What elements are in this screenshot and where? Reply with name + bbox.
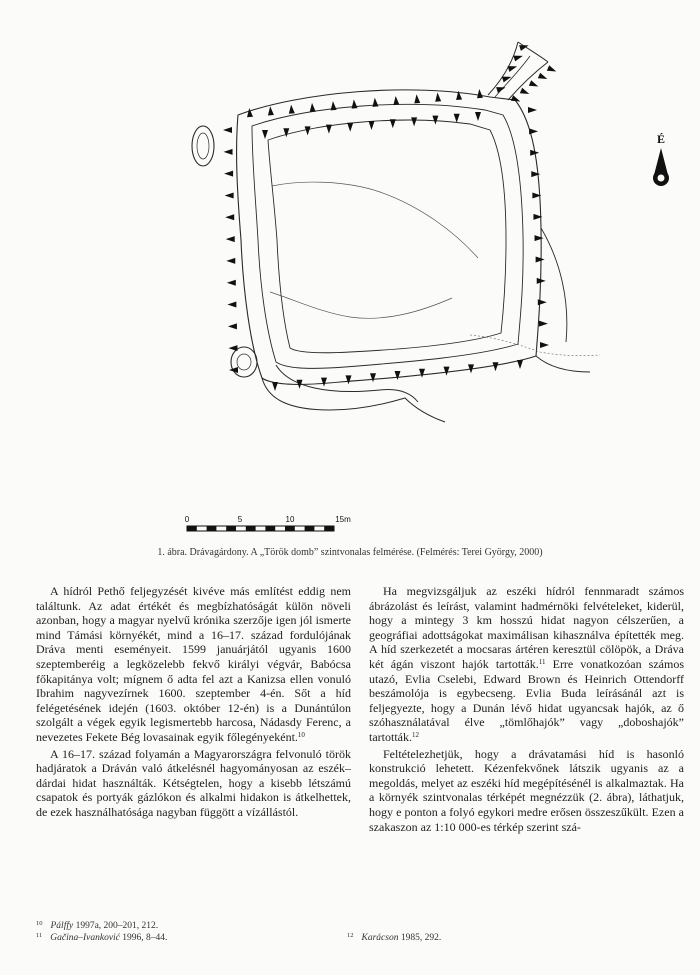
north-label: É — [656, 132, 666, 146]
scale-blocks — [187, 526, 334, 531]
hachure-mark — [272, 382, 278, 391]
figure-caption: 1. ábra. Drávagárdony. A „Török domb” szintvonalas felmérése. (Felmérés: Terei György, 2000) — [157, 547, 543, 558]
footnote-author: Pálffy — [50, 921, 74, 931]
contour-3 — [268, 120, 506, 353]
hachure-mark — [511, 95, 520, 101]
hachure-mark — [393, 96, 399, 105]
north-arrow-dot — [658, 175, 665, 182]
paragraph-text: A hídról Pethő feljegyzését kivéve más említést eddig nem találtunk. Az adat értékét és megbízhatóságát külön növeli azonban, hogy a magyar nyelvű krónika szerzője igen jól ismerte mind Támási környékét, mind a 16–17. század fordulójának Dráva menti eseményeit. 1599 januárjától ugyanis 1600 szeptemberéig a legközelebb fekvő királyi végvár, Babócsa főkapitánya volt; mígnem ő adta fel azt a Kanizsa ellen vonuló Ibrahim nagyvezírnek 1600. szeptember 4-én. Sőt a híd felégetésének idején (1603. október 12-én) is a Dunántúlon szolgált a végek egyik legismertebb harcosa, Nádasdy Ferenc, a nevezetes Fekete Bég lovasainak egyik főlegényeként. — [36, 584, 351, 744]
oval-north-west — [192, 126, 214, 166]
hachure-mark — [321, 378, 327, 387]
footnote-citation: 1997a, 200–201, 212. — [73, 921, 159, 931]
hachure-mark — [395, 371, 401, 380]
hachure-mark — [454, 114, 460, 123]
hachure-mark — [537, 278, 546, 284]
hachure-mark — [223, 127, 232, 133]
hachure-mark — [310, 103, 316, 112]
body-paragraph — [369, 584, 684, 745]
hachure-mark — [226, 236, 235, 242]
hachure-mark — [535, 235, 544, 241]
hachure-mark — [268, 106, 274, 115]
hachure-mark — [538, 73, 547, 79]
footnote-11 — [36, 930, 167, 944]
hachure-mark — [536, 257, 545, 263]
hachure-mark — [352, 99, 358, 108]
scale-label-15: 15m — [335, 515, 351, 524]
interior-line-2 — [270, 292, 452, 318]
hachure-mark — [517, 360, 523, 369]
hachure-mark — [228, 323, 237, 329]
scale-label-0: 0 — [184, 515, 190, 524]
body-paragraph — [36, 584, 351, 745]
hachure-mark — [289, 105, 295, 114]
hachure-mark — [547, 65, 556, 71]
body-paragraph — [36, 747, 351, 820]
hachure-mark — [538, 299, 547, 305]
paragraph-text: Erre vonatkozóan számos utazó, Evlia Cselebi, Edward Brown és Heinrich Ottendorff beszámolója is egybecseng. Evlia Buda leírásánál azt is feljegyezte, hogy a Dunán lévő hidat ugyancsak hajók, az ő szóhasználatával élve „tömlőhajók” vagy „doboshajók” tartották. — [369, 656, 684, 744]
footnote-author: Karácson — [361, 933, 399, 943]
hachure-mark — [225, 214, 234, 220]
road-trace — [470, 335, 600, 356]
hachure-mark — [227, 302, 236, 308]
contour-2 — [252, 104, 523, 368]
oval-south-west-inner — [237, 354, 251, 370]
footnote-ref: 12 — [411, 730, 419, 739]
hachure-mark — [228, 345, 237, 351]
scale-block — [226, 526, 236, 531]
hachure-mark — [539, 321, 548, 327]
hachure-mark — [331, 101, 337, 110]
scale-block — [246, 526, 256, 531]
scale-block — [187, 526, 197, 531]
hachure-mark — [528, 107, 537, 113]
hachure-mark — [369, 121, 375, 130]
hachure-mark — [262, 130, 268, 139]
paragraph-text: Feltételezhetjük, hogy a drávatamási híd is hasonló konstrukció lehetett. Kézenfekvőnek látszik ugyanis az a megoldás, melyet az eszéki híd megépítésénél is alkalmaztak. Ha a környék szintvonalas térképét megnézzük (2. ábra), láthatjuk, hogy e ponton a folyó egykori medre erősen összeszűkült. Ezen a szakaszon az 1:10 000-es térkép szerint szá- — [369, 746, 684, 834]
scale-block — [285, 526, 295, 531]
scale-label-5: 5 — [237, 515, 243, 524]
contour-east-outer — [536, 228, 590, 372]
interior-line-1 — [272, 182, 478, 258]
hachure-mark — [540, 342, 549, 348]
hachure-mark — [225, 192, 234, 198]
footnote-number: 11 — [36, 932, 43, 939]
hachure-mark — [305, 126, 311, 135]
hachure-mark — [435, 92, 441, 101]
hachure-mark — [513, 56, 522, 62]
text-column-right — [369, 584, 684, 834]
hachure-mark — [229, 367, 238, 373]
hachure-mark — [372, 98, 378, 107]
footnote-12 — [347, 930, 441, 944]
scale-label-10: 10 — [285, 515, 295, 524]
hachure-mark — [247, 108, 253, 117]
oval-north-west-inner — [197, 133, 209, 159]
hachure-mark — [475, 112, 481, 121]
hachure-mark — [411, 117, 417, 126]
scale-block — [324, 526, 334, 531]
scale-bar — [185, 515, 351, 531]
hachure-mark — [227, 280, 236, 286]
hachure-mark — [508, 66, 517, 72]
hachure-mark — [520, 88, 529, 94]
tail-south — [262, 365, 445, 422]
paragraph-text: A 16–17. század folyamán a Magyarországra felvonuló török hadjáratok a Dráván való átkelésnél hagyományosan az eszék–dárdai hidat használták. Kétségtelen, hogy a kisebb létszámú csapatok és portyák gázlókon és alkalmi hidakon is átkelhettek, de ezek használhatósága nagyban függött a vízállástól. — [36, 746, 351, 819]
hachure-mark — [414, 94, 420, 103]
scale-block — [305, 526, 315, 531]
footnote-author: Gačina–Ivanković — [50, 933, 120, 943]
footnote-ref: 11 — [538, 657, 546, 666]
hachure-mark — [419, 369, 425, 378]
footnote-number: 10 — [36, 920, 43, 927]
hachure-mark — [390, 119, 396, 128]
hachure-mark — [444, 367, 450, 376]
hachure-mark — [496, 87, 505, 93]
hachure-mark — [493, 362, 499, 371]
oval-south-west — [231, 347, 257, 377]
hachure-mark — [529, 128, 538, 134]
hachure-mark — [226, 258, 235, 264]
scale-block — [265, 526, 275, 531]
text-column-left — [36, 584, 351, 820]
footnote-citation: 1985, 292. — [398, 933, 442, 943]
outer-contour — [237, 90, 542, 384]
hachure-mark — [531, 171, 540, 177]
scale-block — [207, 526, 217, 531]
paragraph-text: Ha megvizsgáljuk az eszéki hídról fennmaradt számos ábrázolást és leírást, valamint hadmérnöki felvételeket, kiderül, hogy a mintegy 3 km hosszú hidat nagyon célszerűen, a geográfiai adottságokat maximálisan kihasználva építették meg. A híd szerkezetét a mocsaras ártéren keresztül cölöpök, a Dráva két ágán viszont hajók tartották. — [369, 584, 684, 671]
hachure-mark — [224, 171, 233, 177]
footnote-ref: 10 — [297, 730, 305, 739]
footnote-number: 12 — [347, 932, 354, 939]
hachure-mark — [347, 123, 353, 132]
hachure-mark — [326, 125, 332, 134]
body-paragraph — [369, 747, 684, 835]
hachure-mark — [502, 77, 511, 83]
north-arrow — [653, 132, 669, 186]
hachure-mark — [477, 89, 483, 98]
hachure-mark — [224, 149, 233, 155]
footnote-citation: 1996, 8–44. — [119, 933, 168, 943]
hachure-mark — [346, 375, 352, 384]
slope-hachures — [223, 45, 556, 391]
hachure-mark — [283, 128, 289, 137]
hachure-mark — [432, 116, 438, 125]
hachure-mark — [529, 80, 538, 86]
hachure-mark — [370, 373, 376, 382]
